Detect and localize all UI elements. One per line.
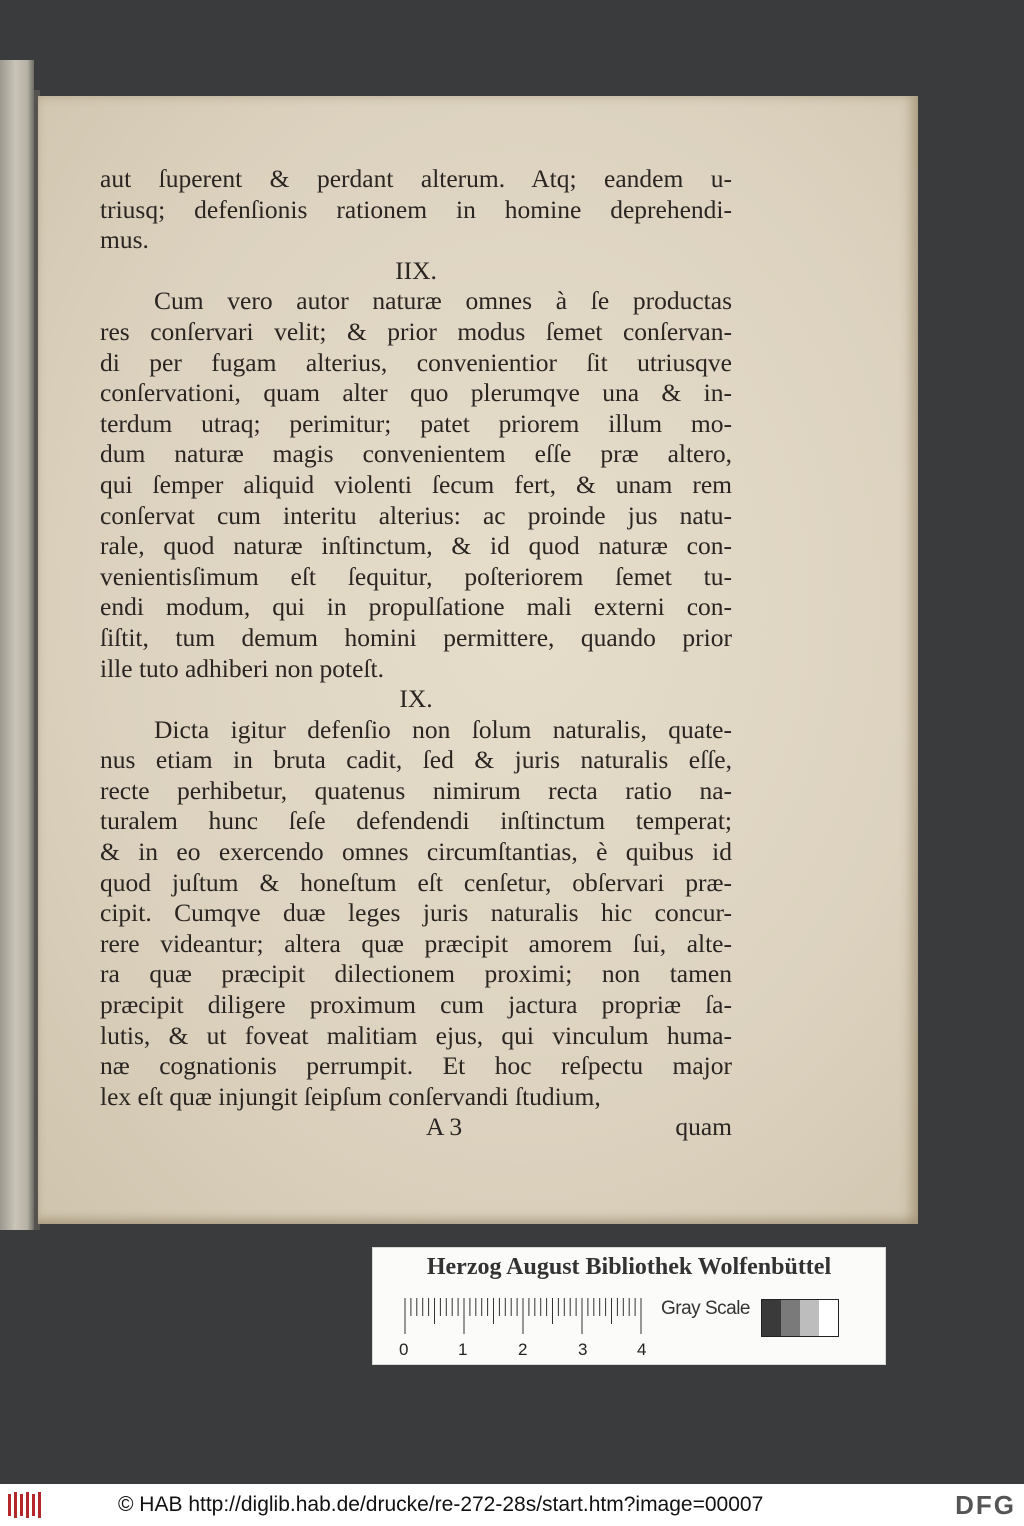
section-heading-iix: IIX. <box>395 255 437 285</box>
page-foot <box>100 1112 732 1143</box>
paragraph-3 <box>100 715 732 1113</box>
text-line: triusq; defenſionis rationem in homine deprehendi- <box>100 194 732 224</box>
text-line: præcipit diligere proximum cum jactura propriæ ſa- <box>100 990 732 1020</box>
text-line: conſervat cum interitu alterius: ac proinde jus natu- <box>100 500 732 530</box>
catchword: quam <box>675 1112 732 1142</box>
gray-swatch <box>819 1300 838 1336</box>
ruler-number-2: 2 <box>518 1340 528 1359</box>
ruler-number-4: 4 <box>637 1340 647 1359</box>
copyright-url[interactable]: © HAB http://diglib.hab.de/drucke/re-272-28s/start.htm?image=00007 <box>118 1493 764 1516</box>
text-line: recte perhibetur, quatenus nimirum recta ratio na- <box>100 775 732 805</box>
section-heading-ix: IX. <box>399 684 433 714</box>
text-line: conſervationi, quam alter quo plerumqve una & in- <box>100 378 732 408</box>
paragraph-1 <box>100 164 732 256</box>
text-line: qui ſemper aliquid violenti ſecum fert, & unam rem <box>100 469 732 499</box>
text-line: quod juſtum & honeſtum eſt cenſetur, obſervari præ- <box>100 867 732 897</box>
ruler-number-0: 0 <box>399 1340 409 1359</box>
hab-logo-icon <box>6 1490 46 1520</box>
previous-page-edge <box>0 60 34 1230</box>
text-line: venientisſimum eſt ſequitur, poſteriorem ſemet tu- <box>100 561 732 591</box>
text-line: nus etiam in bruta cadit, ſed & juris naturalis eſſe, <box>100 745 732 775</box>
gray-scale-swatches <box>761 1299 839 1337</box>
text-line: ra quæ præcipit dilectionem proximi; non tamen <box>100 959 732 989</box>
text-line: Cum vero autor naturæ omnes à ſe productas <box>154 286 732 316</box>
footer-bar <box>0 1484 1024 1526</box>
text-line: turalem hunc ſeſe defendendi inſtinctum temperat; <box>100 806 732 836</box>
text-line: dum naturæ magis convenientem eſſe præ altero, <box>100 439 732 469</box>
text-line: terdum utraq; perimitur; patet priorem illum mo- <box>100 408 732 438</box>
text-line: lutis, & ut foveat malitiam ejus, qui vinculum huma- <box>100 1020 732 1050</box>
library-scale-card <box>372 1247 886 1365</box>
dfg-logo: DFG <box>955 1490 1016 1520</box>
paragraph-2 <box>100 286 732 684</box>
gray-swatch <box>800 1300 819 1336</box>
text-line: ille tuto adhiberi non poteſt. <box>100 653 384 683</box>
text-line: & in eo exercendo omnes circumſtantias, è quibus id <box>100 837 732 867</box>
text-line: næ cognationis perrumpit. Et hoc reſpectu major <box>100 1051 732 1081</box>
ruler <box>403 1296 643 1336</box>
text-line: Dicta igitur defenſio non ſolum naturalis, quate- <box>154 714 732 744</box>
ruler-number-1: 1 <box>458 1340 468 1359</box>
page-text <box>100 164 732 1143</box>
ruler-number-3: 3 <box>578 1340 588 1359</box>
gray-swatch <box>781 1300 800 1336</box>
text-line: lex eſt quæ injungit ſeipſum conſervandi ſtudium, <box>100 1081 601 1111</box>
text-line: res conſervari velit; & prior modus ſemet conſervan- <box>100 316 732 346</box>
text-line: rale, quod naturæ inſtinctum, & id quod naturæ con- <box>100 531 732 561</box>
signature-mark: A 3 <box>426 1112 463 1142</box>
text-line: endi modum, qui in propulſatione mali externi con- <box>100 592 732 622</box>
text-line: cipit. Cumqve duæ leges juris naturalis hic concur- <box>100 898 732 928</box>
text-line: di per fugam alterius, convenientior ſit utriusqve <box>100 347 732 377</box>
text-line: ſiſtit, tum demum homini permittere, quando prior <box>100 622 732 652</box>
library-name: Herzog August Bibliothek Wolfenbüttel <box>426 1254 832 1280</box>
text-line: mus. <box>100 225 149 255</box>
text-line: aut ſuperent & perdant alterum. Atq; eandem u- <box>100 164 732 193</box>
gray-scale-label: Gray Scale <box>661 1298 750 1319</box>
text-line: rere videantur; altera quæ præcipit amorem ſui, alte- <box>100 928 732 958</box>
gray-swatch <box>762 1300 781 1336</box>
